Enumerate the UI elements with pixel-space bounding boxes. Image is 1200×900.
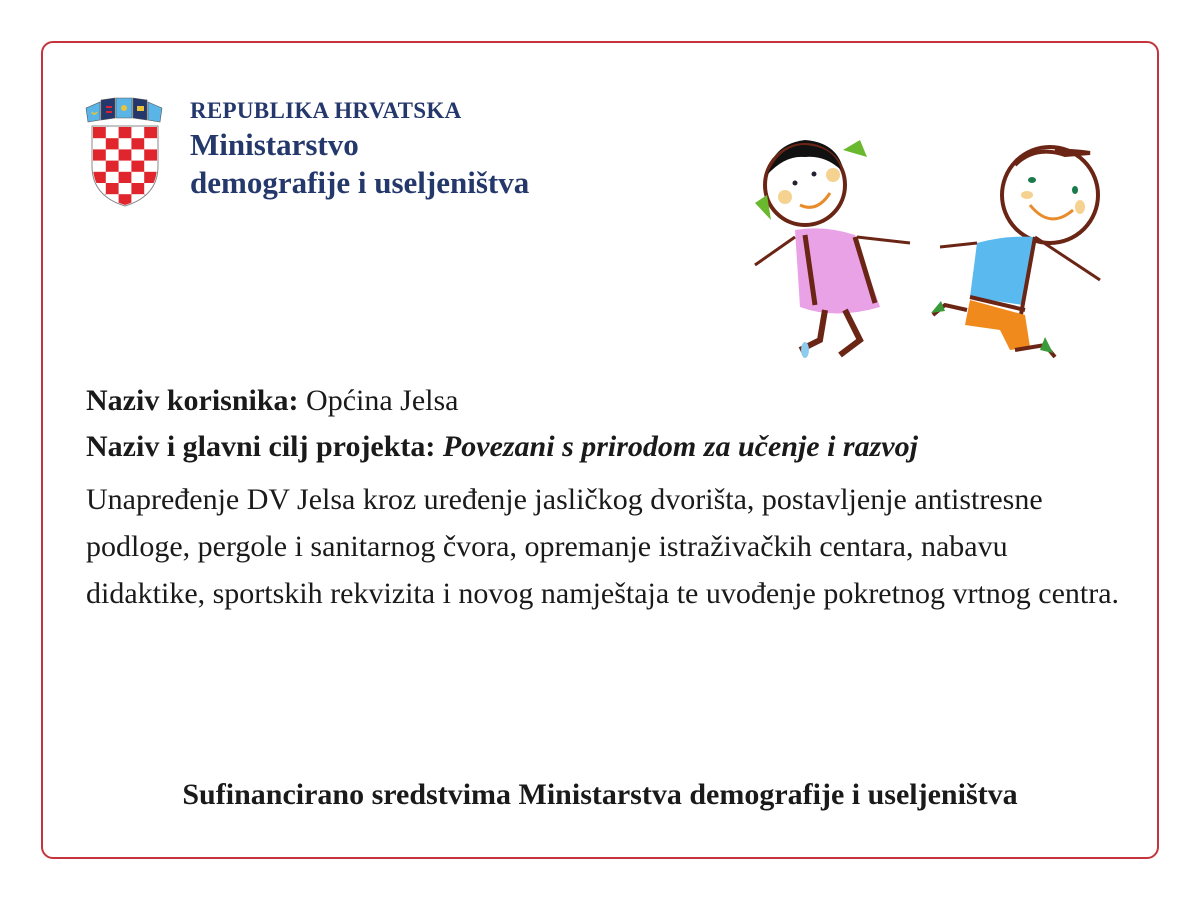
ministry-name-line1: Ministarstvo <box>190 127 359 162</box>
project-info <box>86 378 1126 617</box>
croatian-coat-of-arms-icon <box>84 96 166 208</box>
checker-square <box>131 161 144 172</box>
project-title-value: Povezani s prirodom za učenje i razvoj <box>442 430 918 463</box>
ministry-logo-text <box>190 96 529 202</box>
boy-figure <box>931 147 1100 357</box>
project-description: Unapređenje DV Jelsa kroz uređenje jasličkog dvorišta, postavljenje antistresne podloge, pergole i sanitarnog čvora, opremanje istraživačkih centara, nabavu didaktike, sportskih rekvizita i novog namještaja te uvođenje pokretnog vrtnog centra. <box>86 483 1120 610</box>
checker-square <box>131 183 144 194</box>
checker-square <box>106 138 119 149</box>
jumping-children-illustration <box>745 125 1115 370</box>
country-name: REPUBLIKA HRVATSKA <box>190 98 462 123</box>
beneficiary-line <box>86 378 1126 424</box>
funding-statement: Sufinancirano sredstvima Ministarstva demografije i useljeništva <box>182 778 1018 811</box>
checker-square <box>93 127 106 138</box>
checker-square <box>119 172 132 183</box>
ministry-name-line2: demografije i useljeništva <box>190 165 530 200</box>
project-title-label: Naziv i glavni cilj projekta: <box>86 430 436 463</box>
checker-square <box>93 194 106 205</box>
checker-square <box>119 149 132 160</box>
checker-square <box>106 183 119 194</box>
checker-square <box>144 194 157 205</box>
checker-square <box>119 127 132 138</box>
project-title-line <box>86 424 1036 470</box>
girl-figure <box>755 140 910 358</box>
beneficiary-label: Naziv korisnika: <box>86 384 299 417</box>
checker-square <box>144 149 157 160</box>
checker-square <box>93 149 106 160</box>
checker-square <box>106 161 119 172</box>
checker-square <box>144 127 157 138</box>
beneficiary-value: Općina Jelsa <box>306 384 459 417</box>
checker-square <box>131 138 144 149</box>
